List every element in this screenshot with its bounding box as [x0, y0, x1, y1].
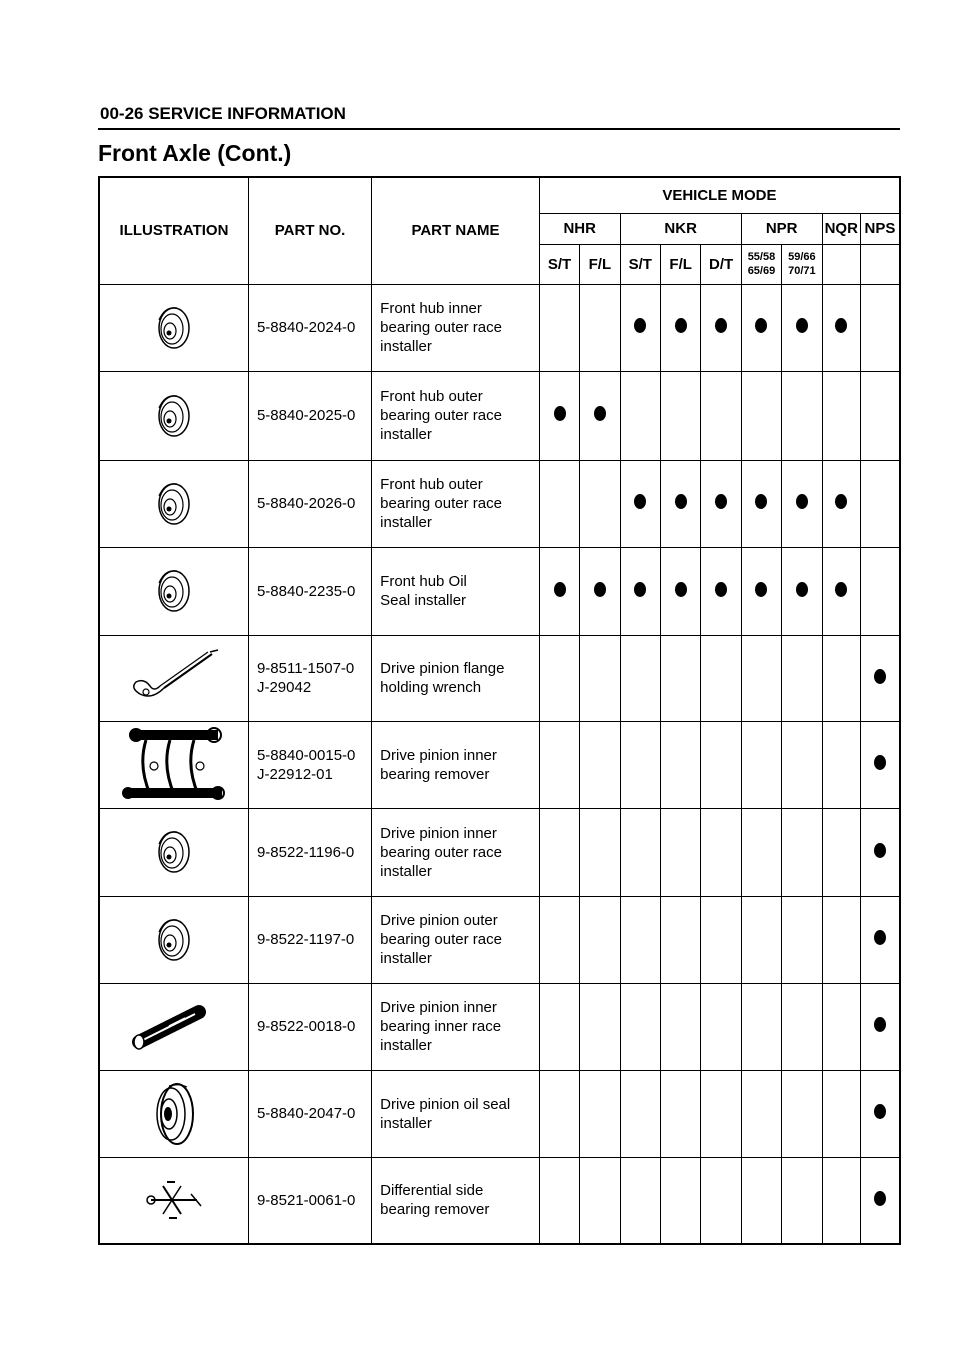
applicability-cell-npr-b [782, 983, 822, 1070]
applicability-cell-nqr [822, 808, 860, 896]
seal-installer-icon [100, 1077, 248, 1151]
applicability-cell-nhr-st [539, 284, 579, 371]
applicability-cell-npr-a [741, 1070, 781, 1157]
applicable-dot [835, 494, 847, 509]
part-name-line: Drive pinion outer [380, 912, 498, 929]
applicability-cell-npr-b [782, 284, 822, 371]
applicability-cell-nhr-st [539, 1070, 579, 1157]
applicability-cell-npr-a [741, 284, 781, 371]
applicability-cell-nps [860, 460, 900, 547]
part-name-line: holding wrench [380, 679, 482, 696]
applicable-dot [874, 843, 886, 858]
header-group-nps: NPS [860, 213, 900, 244]
applicability-cell-nqr [822, 547, 860, 635]
applicability-cell-npr-a [741, 371, 781, 460]
part-number: J-29042 [256, 679, 312, 696]
applicability-cell-nkr-st [620, 635, 660, 721]
part-name-line: Drive pinion inner [380, 999, 497, 1016]
race-installer-icon [100, 565, 248, 617]
table-row [99, 547, 900, 635]
part-name-cell [372, 284, 540, 371]
applicable-dot [755, 494, 767, 509]
applicable-dot [835, 582, 847, 597]
part-name-line: installer [380, 514, 432, 531]
race-installer-icon [100, 478, 248, 530]
applicable-dot [874, 669, 886, 684]
part-name-cell [372, 1070, 540, 1157]
applicability-cell-nqr [822, 635, 860, 721]
part-number-cell [248, 1157, 371, 1244]
part-number: 9-8522-1197-0 [256, 931, 355, 948]
applicable-dot [796, 318, 808, 333]
header-sub-nqr [822, 244, 860, 284]
applicability-cell-nps [860, 983, 900, 1070]
part-name-line: Drive pinion inner [380, 824, 497, 842]
part-number-cell [248, 371, 371, 460]
part-number-cell [248, 284, 371, 371]
applicability-cell-nkr-st [620, 460, 660, 547]
illustration-cell [99, 547, 248, 635]
applicability-cell-nkr-st [620, 721, 660, 808]
header-vehicle-mode: VEHICLE MODE [539, 177, 900, 213]
applicability-cell-nps [860, 896, 900, 983]
applicability-cell-nkr-fl [660, 721, 700, 808]
applicability-cell-nhr-st [539, 371, 579, 460]
applicability-cell-nhr-fl [580, 635, 620, 721]
applicability-cell-nps [860, 635, 900, 721]
applicable-dot [755, 582, 767, 597]
applicability-cell-nkr-st [620, 1070, 660, 1157]
applicability-cell-npr-b [782, 371, 822, 460]
header-sub-npr-b-line2: 70/71 [788, 265, 816, 277]
applicability-cell-nhr-fl [580, 547, 620, 635]
section-header: 00-26 SERVICE INFORMATION [100, 104, 346, 123]
applicability-cell-nkr-dt [701, 808, 741, 896]
illustration-cell [99, 460, 248, 547]
part-number-cell [248, 460, 371, 547]
table-row [99, 808, 900, 896]
applicable-dot [634, 494, 646, 509]
applicability-cell-nhr-st [539, 983, 579, 1070]
part-name-line: bearing remover [380, 1201, 490, 1219]
applicable-dot [634, 318, 646, 333]
special-tools-table [98, 176, 901, 1245]
part-number: 9-8511-1507-0 [256, 660, 355, 677]
part-number: 5-8840-2024-0 [256, 319, 356, 336]
part-number-cell [248, 983, 371, 1070]
applicability-cell-nhr-st [539, 635, 579, 721]
header-part-no: PART NO. [248, 177, 371, 284]
applicable-dot [715, 318, 727, 333]
header-sub-npr-b [782, 244, 822, 284]
header-sub-nkr-dt: D/T [701, 244, 741, 284]
part-name-cell [372, 635, 540, 721]
applicability-cell-nkr-fl [660, 460, 700, 547]
applicable-dot [594, 406, 606, 421]
applicability-cell-nps [860, 547, 900, 635]
part-number: 5-8840-2026-0 [256, 495, 356, 512]
applicable-dot [796, 582, 808, 597]
applicability-cell-nkr-st [620, 808, 660, 896]
part-name-line: Front hub inner [380, 300, 482, 317]
table-row [99, 635, 900, 721]
table-row [99, 460, 900, 547]
part-name-line: bearing outer race [380, 495, 502, 512]
header-group-npr: NPR [741, 213, 822, 244]
applicability-cell-nqr [822, 1070, 860, 1157]
applicability-cell-npr-b [782, 547, 822, 635]
illustration-cell [99, 721, 248, 808]
applicability-cell-nqr [822, 371, 860, 460]
applicability-cell-nps [860, 1157, 900, 1244]
part-number-cell [248, 1070, 371, 1157]
header-sub-npr-b-line1: 59/66 [788, 251, 816, 263]
applicability-cell-nkr-st [620, 983, 660, 1070]
part-number: 5-8840-0015-0 [256, 746, 356, 764]
applicability-cell-nqr [822, 983, 860, 1070]
applicability-cell-npr-b [782, 721, 822, 808]
applicability-cell-nhr-fl [580, 808, 620, 896]
header-sub-nkr-st: S/T [620, 244, 660, 284]
part-name-line: installer [380, 1114, 432, 1132]
applicability-cell-nkr-dt [701, 635, 741, 721]
race-installer-icon [100, 914, 248, 966]
applicable-dot [796, 494, 808, 509]
applicable-dot [874, 755, 886, 770]
applicability-cell-nps [860, 808, 900, 896]
applicability-cell-nps [860, 1070, 900, 1157]
part-name-cell [372, 721, 540, 808]
illustration-cell [99, 284, 248, 371]
applicability-cell-npr-a [741, 808, 781, 896]
applicability-cell-nkr-fl [660, 1070, 700, 1157]
applicability-cell-nkr-fl [660, 983, 700, 1070]
applicability-cell-nkr-fl [660, 284, 700, 371]
table-row [99, 983, 900, 1070]
header-group-nkr: NKR [620, 213, 741, 244]
applicability-cell-nhr-fl [580, 1157, 620, 1244]
header-illustration: ILLUSTRATION [99, 177, 248, 284]
applicability-cell-nhr-fl [580, 460, 620, 547]
applicable-dot [554, 582, 566, 597]
applicability-cell-npr-a [741, 635, 781, 721]
part-name-line: Front hub outer [380, 388, 483, 405]
applicable-dot [835, 318, 847, 333]
part-name-cell [372, 547, 540, 635]
illustration-cell [99, 371, 248, 460]
part-name-line: Drive pinion flange [380, 660, 505, 677]
applicability-cell-nkr-fl [660, 808, 700, 896]
table-row [99, 896, 900, 983]
part-name-line: bearing outer race [380, 407, 502, 424]
race-installer-icon [100, 826, 248, 878]
part-number: J-22912-01 [256, 765, 333, 783]
applicable-dot [874, 930, 886, 945]
part-name-line: Drive pinion oil seal [380, 1095, 511, 1113]
part-name-line: bearing remover [380, 765, 490, 783]
part-name-line: installer [380, 338, 432, 355]
applicability-cell-nkr-dt [701, 547, 741, 635]
applicability-cell-npr-b [782, 808, 822, 896]
applicability-cell-nhr-fl [580, 284, 620, 371]
applicability-cell-npr-a [741, 460, 781, 547]
applicability-cell-nkr-dt [701, 1157, 741, 1244]
applicable-dot [715, 582, 727, 597]
applicable-dot [874, 1191, 886, 1206]
applicability-cell-nhr-fl [580, 721, 620, 808]
illustration-cell [99, 983, 248, 1070]
part-name-line: installer [380, 862, 432, 880]
part-name-line: Seal installer [380, 592, 467, 609]
table-row [99, 1157, 900, 1244]
applicability-cell-nhr-fl [580, 1070, 620, 1157]
applicability-cell-npr-a [741, 896, 781, 983]
part-number-cell [248, 721, 371, 808]
applicable-dot [675, 318, 687, 333]
applicability-cell-nqr [822, 1157, 860, 1244]
applicability-cell-nkr-st [620, 371, 660, 460]
illustration-cell [99, 1157, 248, 1244]
applicable-dot [874, 1017, 886, 1032]
applicability-cell-nkr-dt [701, 983, 741, 1070]
applicability-cell-nhr-fl [580, 371, 620, 460]
page-title: Front Axle (Cont.) [98, 140, 292, 166]
part-name-cell [372, 896, 540, 983]
applicability-cell-nkr-fl [660, 371, 700, 460]
applicability-cell-nkr-dt [701, 721, 741, 808]
part-name-cell [372, 1157, 540, 1244]
applicability-cell-nkr-st [620, 547, 660, 635]
applicability-cell-nqr [822, 896, 860, 983]
illustration-cell [99, 808, 248, 896]
part-name-line: installer [380, 426, 432, 443]
wrench-icon [100, 648, 248, 708]
applicability-cell-nkr-dt [701, 896, 741, 983]
header-sub-nhr-st: S/T [539, 244, 579, 284]
applicability-cell-npr-a [741, 1157, 781, 1244]
illustration-cell [99, 635, 248, 721]
applicability-cell-nqr [822, 284, 860, 371]
applicability-cell-nkr-dt [701, 371, 741, 460]
applicability-cell-npr-b [782, 896, 822, 983]
applicability-cell-nps [860, 284, 900, 371]
applicability-cell-nps [860, 371, 900, 460]
race-installer-icon [100, 302, 248, 354]
applicability-cell-npr-a [741, 547, 781, 635]
applicability-cell-nkr-fl [660, 896, 700, 983]
part-number-cell [248, 896, 371, 983]
part-name-line: installer [380, 1037, 432, 1054]
applicability-cell-nkr-st [620, 1157, 660, 1244]
applicability-cell-nps [860, 721, 900, 808]
applicable-dot [715, 494, 727, 509]
applicability-cell-npr-b [782, 635, 822, 721]
applicable-dot [594, 582, 606, 597]
applicability-cell-nkr-fl [660, 635, 700, 721]
applicable-dot [755, 318, 767, 333]
applicable-dot [634, 582, 646, 597]
applicability-cell-nqr [822, 460, 860, 547]
applicability-cell-npr-b [782, 1070, 822, 1157]
applicability-cell-nhr-st [539, 547, 579, 635]
applicable-dot [874, 1104, 886, 1119]
part-number: 9-8522-0018-0 [256, 1018, 356, 1035]
part-name-line: installer [380, 950, 432, 967]
illustration-cell [99, 1070, 248, 1157]
part-number: 9-8521-0061-0 [256, 1191, 356, 1209]
header-group-nhr: NHR [539, 213, 620, 244]
applicability-cell-npr-b [782, 460, 822, 547]
applicability-cell-nqr [822, 721, 860, 808]
part-name-line: bearing outer race [380, 319, 502, 336]
header-sub-npr-a-line2: 65/69 [747, 265, 776, 277]
applicability-cell-nkr-fl [660, 1157, 700, 1244]
part-name-cell [372, 983, 540, 1070]
part-name-line: bearing inner race [380, 1018, 502, 1035]
applicability-cell-nkr-st [620, 896, 660, 983]
header-part-name: PART NAME [372, 177, 540, 284]
puller-icon [100, 1178, 248, 1222]
table-row [99, 721, 900, 808]
part-name-cell [372, 371, 540, 460]
part-name-cell [372, 808, 540, 896]
applicability-cell-npr-a [741, 721, 781, 808]
header-sub-nps [860, 244, 900, 284]
part-number-cell [248, 547, 371, 635]
part-name-line: Differential side [380, 1182, 484, 1200]
part-name-line: Front hub outer [380, 476, 483, 493]
applicability-cell-npr-b [782, 1157, 822, 1244]
applicability-cell-nhr-fl [580, 896, 620, 983]
header-sub-npr-a [741, 244, 781, 284]
applicability-cell-nkr-fl [660, 547, 700, 635]
part-name-line: Drive pinion inner [380, 746, 497, 764]
applicable-dot [554, 406, 566, 421]
part-name-cell [372, 460, 540, 547]
applicability-cell-nhr-st [539, 1157, 579, 1244]
header-group-nqr: NQR [822, 213, 860, 244]
table-row [99, 1070, 900, 1157]
part-number: 9-8522-1196-0 [256, 843, 355, 861]
applicability-cell-nkr-st [620, 284, 660, 371]
applicable-dot [675, 494, 687, 509]
applicability-cell-nhr-st [539, 808, 579, 896]
part-number-cell [248, 808, 371, 896]
applicability-cell-npr-a [741, 983, 781, 1070]
applicability-cell-nkr-dt [701, 1070, 741, 1157]
bar-installer-icon [100, 1002, 248, 1052]
applicability-cell-nkr-dt [701, 284, 741, 371]
table-row [99, 284, 900, 371]
part-name-line: bearing outer race [380, 931, 502, 948]
part-number: 5-8840-2047-0 [256, 1105, 356, 1122]
applicability-cell-nhr-st [539, 721, 579, 808]
part-name-line: Front hub Oil [380, 573, 467, 590]
applicability-cell-nkr-dt [701, 460, 741, 547]
table-row [99, 371, 900, 460]
header-sub-npr-a-line1: 55/58 [747, 251, 776, 263]
bearing-remover-icon [100, 726, 248, 804]
applicability-cell-nhr-st [539, 896, 579, 983]
header-sub-nhr-fl: F/L [580, 244, 620, 284]
applicability-cell-nhr-st [539, 460, 579, 547]
part-name-line: bearing outer race [380, 843, 502, 861]
race-installer-icon [100, 390, 248, 442]
applicable-dot [675, 582, 687, 597]
header-sub-nkr-fl: F/L [660, 244, 700, 284]
illustration-cell [99, 896, 248, 983]
part-number: 5-8840-2025-0 [256, 407, 356, 424]
header-rule [98, 128, 900, 130]
applicability-cell-nhr-fl [580, 983, 620, 1070]
part-number-cell [248, 635, 371, 721]
part-number: 5-8840-2235-0 [256, 582, 356, 600]
